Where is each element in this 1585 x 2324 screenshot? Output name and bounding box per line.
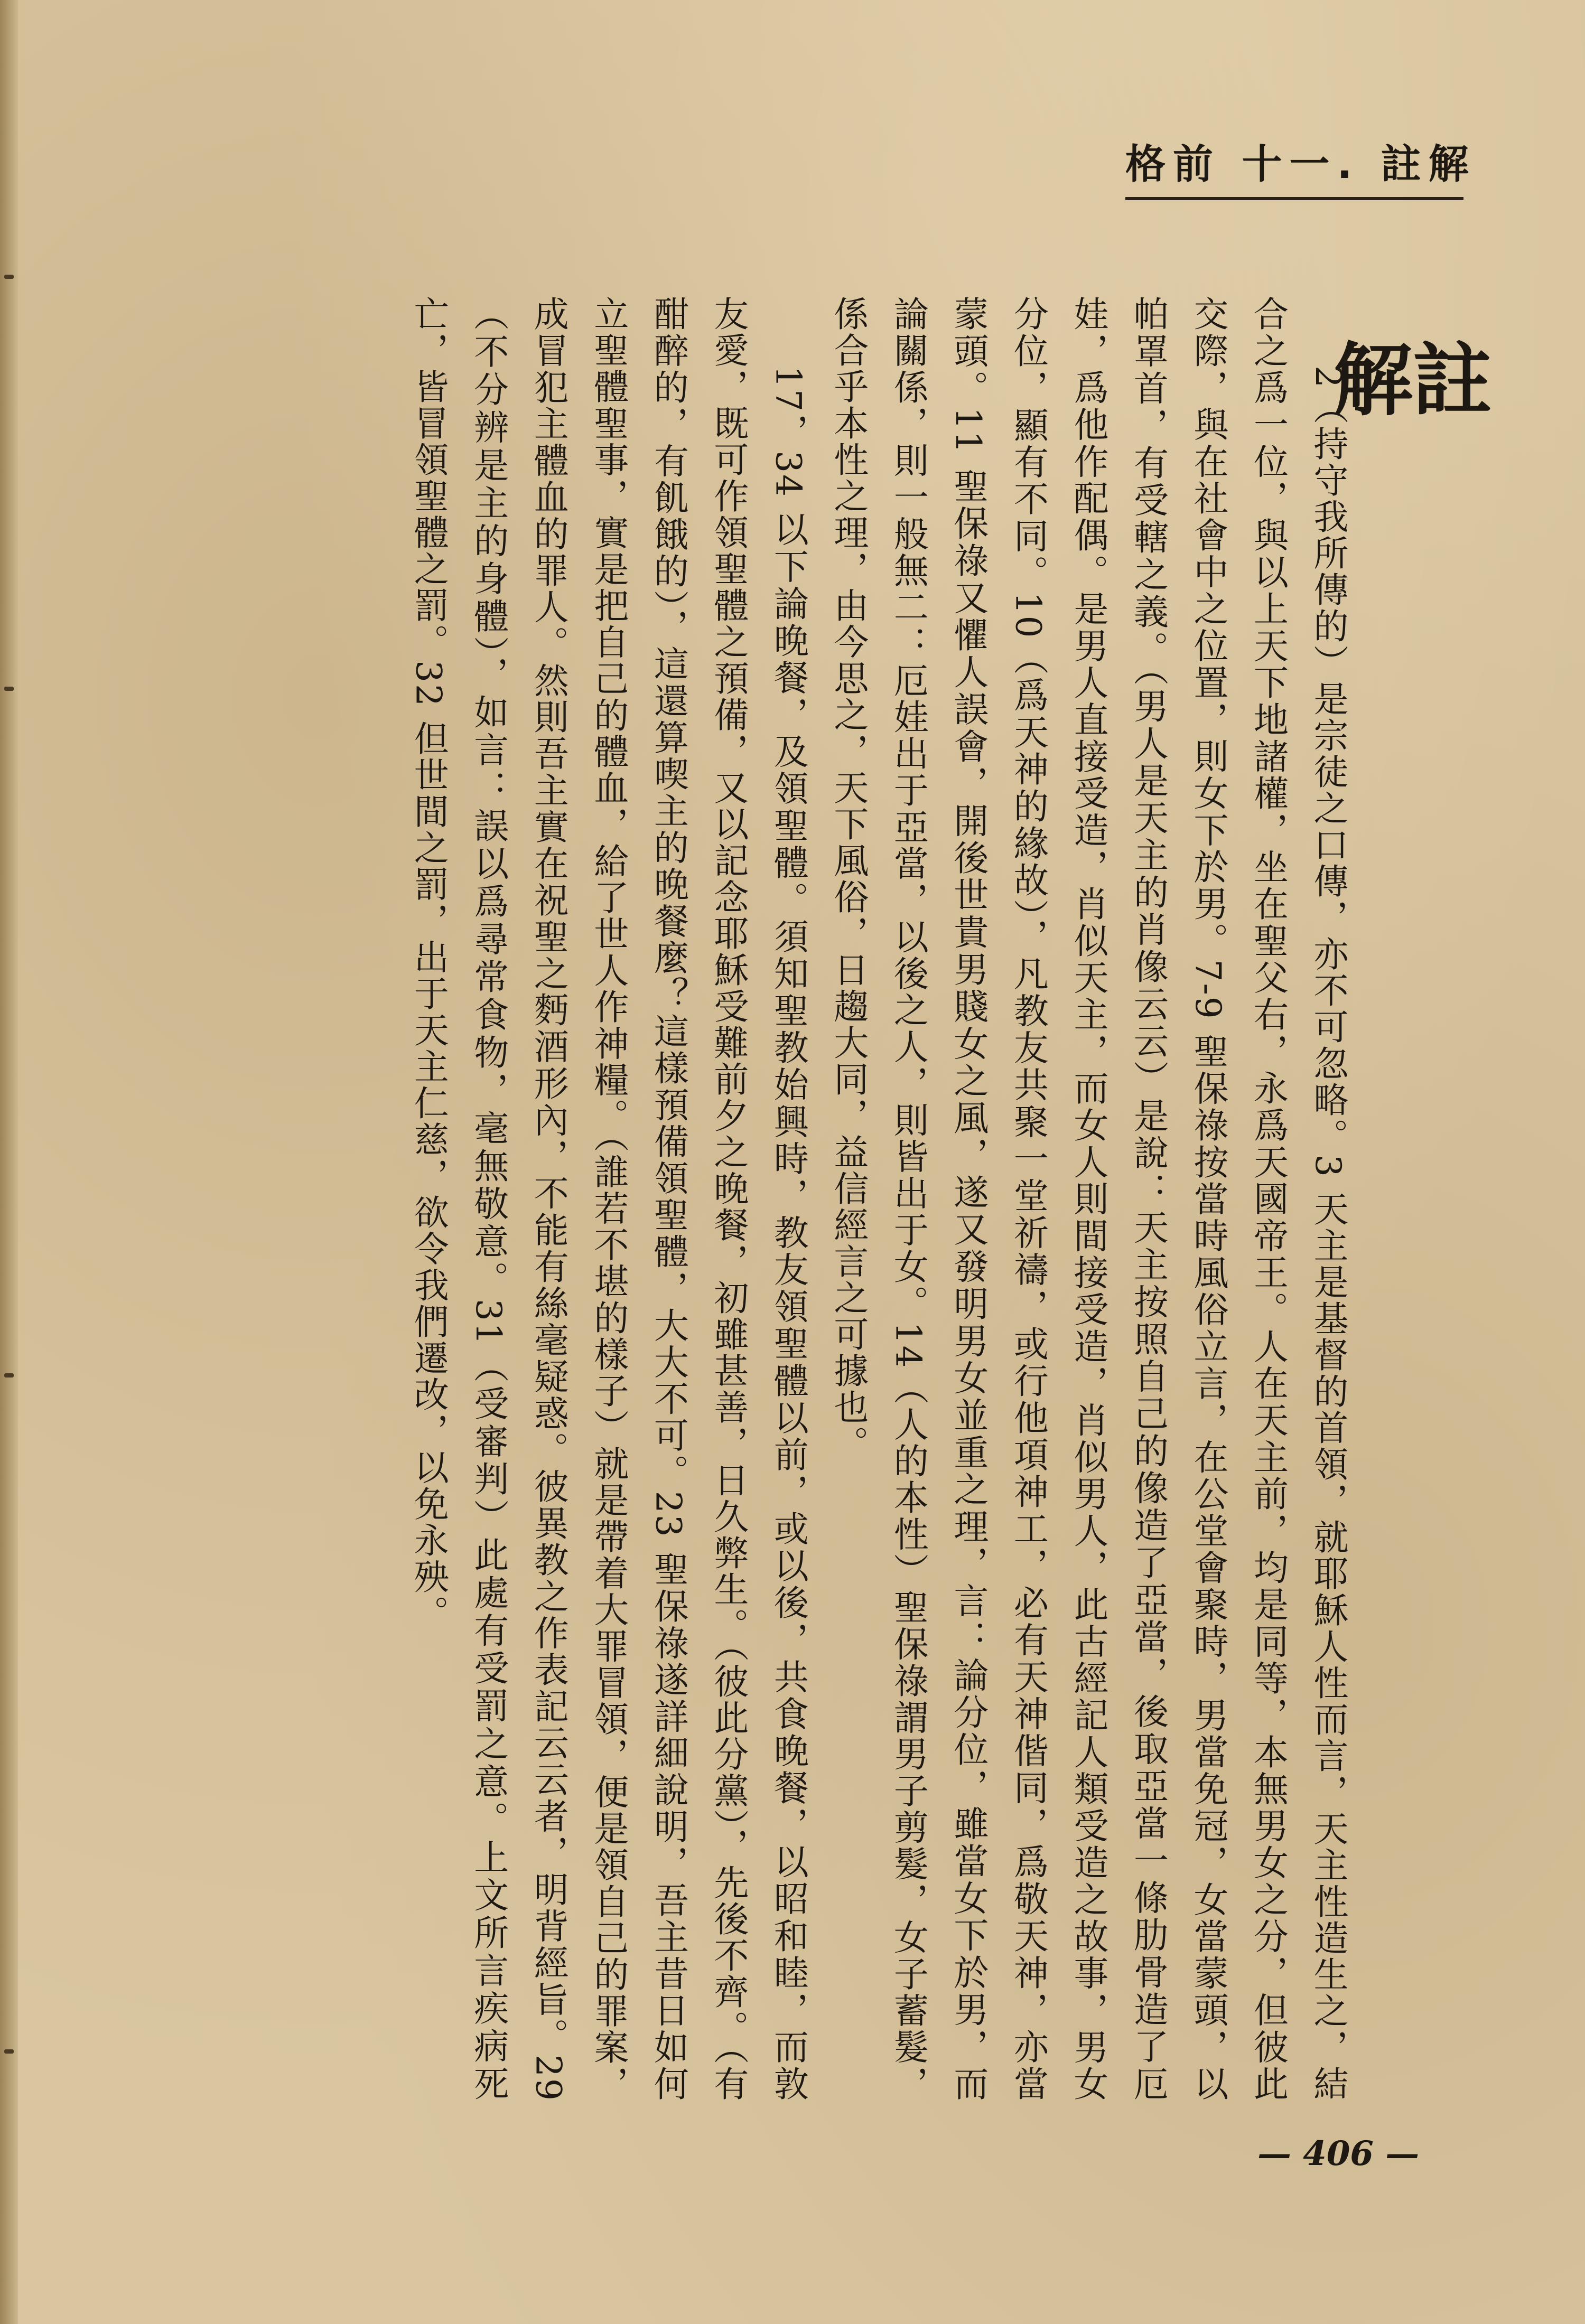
binding-stitch <box>4 275 14 279</box>
binding-stitch <box>4 1373 14 1377</box>
running-head: 格前 十一. 註解 <box>1125 132 1463 200</box>
binding-stitch <box>4 2049 14 2054</box>
commentary-paragraph: 2（持守我所傳的）是宗徒之口傳，亦不可忽略。3 天主是基督的首領，就耶穌人性而言，天主性造生之，結合之爲一位，與以上天下地諸權，坐在聖父右，永爲天國帝王。人在天主前，均是同等，本無男女之分，但彼此交際，與在社會中之位置，則女下於男。7-9 聖保祿按當時風俗立言，在公堂會聚時，男當免冠，女當蒙頭，以帕罩首，有受轄之義。（男人是天主的肖像云云）是說：天主按照自己的像造了亞當，後取亞當一條肋骨造了厄娃，爲他作配偶。是男人直接受造，肖似天主，而女人則間接受造，肖似男人，此古經記人類受造之故事，男女分位，顯有不同。10（爲天神的緣故），凡教友共聚一堂祈禱，或行他項神工，必有天神偕同，爲敬天神，亦當蒙頭。11 聖保祿又懼人誤會，開後世貴男賤女之風，遂又發明男女並重之理，言：論分位，雖當女下於男，而論關係，則一般無二：厄娃出于亞當，以後之人，則皆出于女。14（人的本性）聖保祿謂男子剪髮，女子蓄髮，係合乎本性之理，由今思之，天下風俗，日趨大同，益信經言之可據也。 <box>827 296 1348 2102</box>
commentary-body <box>408 296 1358 2102</box>
binding-stitch <box>4 687 14 691</box>
commentary-paragraph: 17，34 以下論晚餐，及領聖體。須知聖教始興時，教友領聖體以前，或以後，共食晚餐，以昭和睦，而敦友愛，既可作領聖體之預備，又以記念耶穌受難前夕之晚餐，初雖甚善，日久弊生。（彼此分黨），先後不齊。（有酣醉的，有飢餓的），這還算喫主的晚餐麼？這樣預備領聖體，大大不可。23 聖保祿遂詳細說明，吾主昔日如何立聖體聖事，實是把自己的體血，給了世人作神糧。（誰若不堪的樣子）就是帶着大罪冒領，便是領自己的罪案，成冒犯主體血的罪人。然則吾主實在祝聖之麪酒形內，不能有絲毫疑惑。彼異教之作表記云云者，明背經旨。29（不分辨是主的身體），如言：誤以爲尋常食物，毫無敬意。31（受審判）此處有受罰之意。上文所言疾病死亡，皆冒領聖體之罰。32 但世間之罰，出于天主仁慈，欲令我們遷改，以免永殃。 <box>408 296 809 2102</box>
book-binding-edge <box>0 0 18 2324</box>
chapter-title: 註解 <box>1320 338 1491 433</box>
page-number: — 406 — <box>1257 2134 1420 2173</box>
